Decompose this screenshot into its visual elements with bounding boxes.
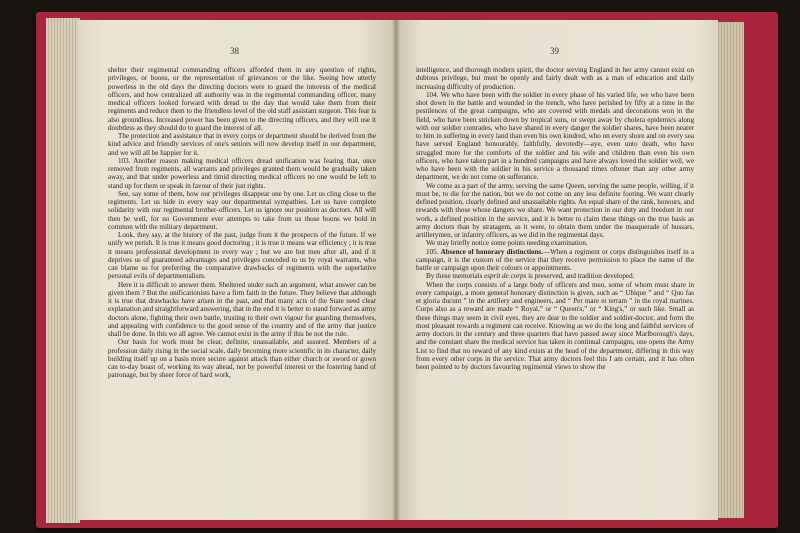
paragraph: 103. Another reason making medical officers dread unification was fearing that, once removed from regiments, all warrants and privileges granted them would be gradually taken away, and that under powerless and timid directing medical officers no one would be left to stand up for them or speak in favour of their just rights.: [108, 156, 376, 190]
paragraph: Here it is difficult to answer them. Sheltered under such an argument, what answer can be given them ? But the unificationists have a firm faith in the future. They believe that although it is true that drawbacks have arisen in the past, and that many acts of the State need clear explanation and straightforward answering, that in the end it is better to stand forward as army doctors alone, fighting their own battle, trusting to their own vigour for guarding themselves, and appealing with confidence to the good sense of the country and of the army that justice shall be done. In this we all agree. We cannot exist in the army if this be not the rule.: [108, 280, 376, 338]
paragraph: See, say some of them, how our privileges disappear one by one. Let us cling close to the regiments. Let us hide in every way our departmental sympathies. Let us have complete solidarity with our regimental brother-officers. Let us ignore our position as doctors. All will then be well, for no Government ever attempts to take from us those boons we hold in common with the military department.: [108, 189, 376, 231]
paragraph: We come as a part of the army, serving the same Queen, serving the same people, willing, if it must be, to die for the nation, but we do not come on any less definite footing. We want clearly defined position, clearly defined and unassailable rights. An equal share of the rank, honours, and rewards with those whose dangers we share. We want protection in our duty and freedom in our work, a defined position in the service, and it is better to claim these things on the true basis as army doctors than by stratagem, as it were, to obtain them under the masquerade of hussars, artillerymen, or infantry officers, as we did in the regimental days.: [416, 181, 694, 239]
text-run: By these memorials: [426, 272, 485, 281]
section-number: 105.: [426, 247, 441, 256]
page-edges-left: [46, 18, 80, 523]
text-run: is preserved, and tradition developed.: [526, 272, 635, 281]
page-number: 38: [230, 46, 239, 56]
page-edges-right: [716, 22, 744, 518]
paragraph: [416, 272, 694, 280]
section-text: —When a regiment or corps distinguishes itself in a campaign, it is the custom of the service that they receive permission to place the name of the battle or campaign upon their colours or appointments.: [416, 247, 694, 272]
right-page-text: [416, 66, 694, 371]
paragraph: When the corps consists of a large body of officers and men, some of whom must share in every campaign, a more general honorary distinction is given, such as “ Ubique ” and “ Quo fas et gloria ducunt ” in the artillery and engineers, and “ Per mare et terram ” in the royal marines. Corps also as a reward are made “ Royal,” or “ Queen's,” or “ King's,” or such like. Small as these things may seem in civil eyes, they are dear to the soldier and soldier-doctor, and form the most pleasant rewards a regiment can receive. Knowing as we do the long and faithful services of army doctors in the century and three quarters that have passed away since Marlborough's days, and the constant share the medical service has taken in continual campaigns, one opens the Army List to find that no reward of any kind exists at the head of the department, differing in this way from every other corps in the service. That army doctors feel this I am certain, and it has often been pointed to by doctors favouring regimental views to show the: [416, 280, 694, 371]
paragraph: Look, they say, at the history of the past, judge from it the prospects of the future. If we unify we perish. It is true it means good doctoring ; it is true it means war efficiency ; it is true it means professional development in every way ; but we are but men after all, and if it deprives us of guaranteed advantages and privileges conceded to us by royal warrants, who can blame us for preferring the comparative drawbacks of regiments with the superlative personal evils of departmentalism.: [108, 231, 376, 281]
right-page: [396, 20, 718, 520]
paragraph: shelter their regimental commanding officers afforded them in any question of rights, privileges, or boons, or the representation of grievances or the like. Seeing how utterly powerless in the old days the directing doctors were to guard the interests of the medical officers, and how centralized all authority was in the regimental commanding officer, many medical officers looked forward with dread to the day that would take them from their regiments and reduce them to the friendless level of the old staff assistant surgeon. This fear is also groundless. Increased power has been given to the directing officers, and they will use it doubtless as they should do to guard the interest of all.: [108, 66, 376, 132]
paragraph: 104. We who have been with the soldier in every phase of his varied life, we who have been shot down in the battle and wounded in the trench, who have perished by fifty at a time in the pestilences of the great campaigns, who are covered with medals and decorations won in the field, who have been stricken down by tropical suns, or swept away by cholera epidemics along with our soldier comrades, who have shared in every danger the soldier shares, have been nearer to him in suffering in every land than even his own kindred, who on every shore and on every sea have served England honourably, faithfully, devotedly—aye, even unto death, who have struggled more for the comforts of the soldier and his wife and children than even his own officers, who have taken part in a hundred campaigns and have always loved the soldier well, we who have been with the soldier in his service a thousand times oftener than any other army department, we do not come on sufferance.: [416, 90, 694, 182]
paragraph: intelligence, and thorough modern spirit, the doctor serving England in her army cannot exist on dubious privilege, but must be openly and fairly dealt with as a man of education and daily increasing difficulty of production.: [416, 66, 694, 91]
left-page: [78, 20, 396, 520]
italic-phrase: esprit de corps: [484, 272, 527, 281]
page-number: 39: [550, 46, 559, 56]
paragraph: The protection and assistance that in every corps or department should be derived from the kind advice and friendly services of one's seniors will now develop itself in our department, and we will all be happier for it.: [108, 132, 376, 157]
paragraph: We may briefly notice some points needing examination.: [426, 239, 588, 248]
paragraph: [416, 248, 694, 273]
left-page-text: [108, 66, 376, 380]
paragraph: Our basis for work must be clear, definite, unassailable, and assured. Members of a profession daily rising in the social scale, daily becoming more scientific in its character, daily building itself up on a basis more secure against attack than either church or sword or gown can to-day boast of, working its way ahead, not by powerful interest or the fostering hand of patronage, but by sheer force of hard work,: [108, 338, 377, 380]
section-heading: Absence of honorary distinctions.: [440, 247, 544, 256]
book-gutter: [392, 20, 400, 520]
